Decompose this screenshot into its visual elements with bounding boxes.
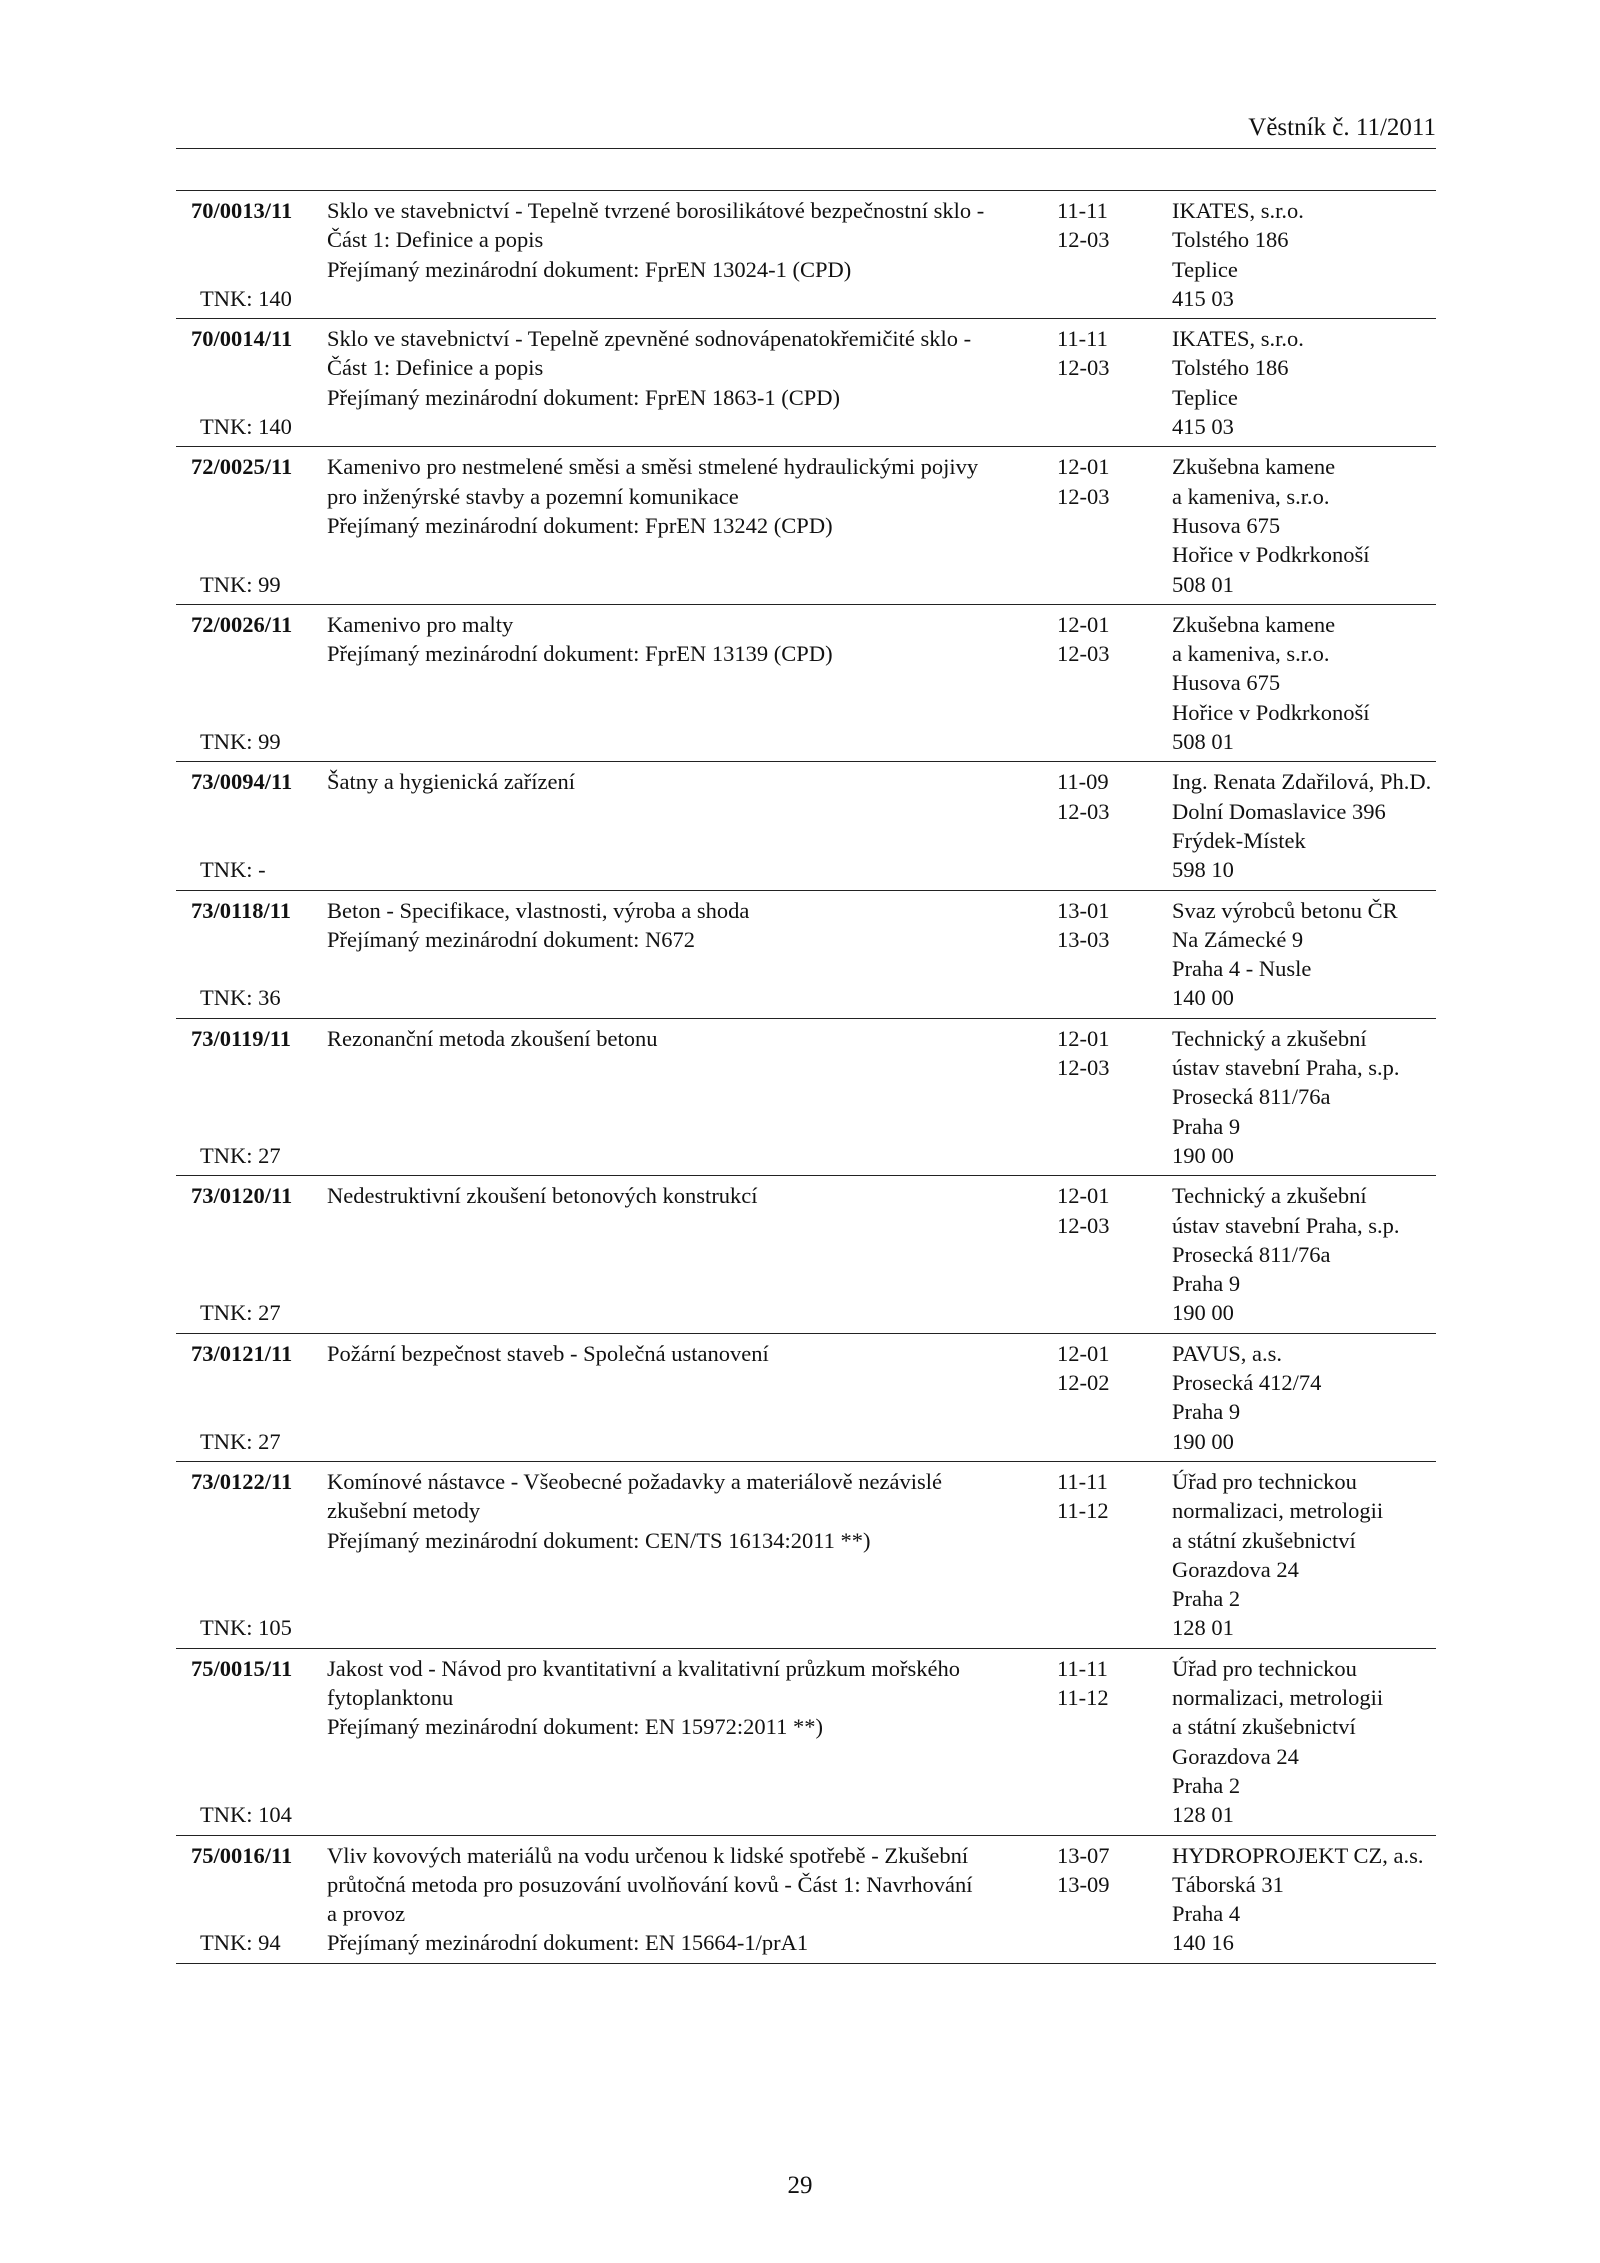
- processor-cell: [1172, 196, 1304, 313]
- table-row: [176, 891, 1436, 1019]
- standard-title-cell: [327, 1024, 887, 1053]
- processor-line: ústav stavební Praha, s.p.: [1172, 1055, 1400, 1081]
- row-id-cell: [176, 1024, 306, 1171]
- processor-line: 140 00: [1172, 985, 1234, 1011]
- standard-code: 75/0016/11: [191, 1842, 293, 1868]
- processor-cell: [1172, 1467, 1383, 1643]
- processor-line: Praha 9: [1172, 1113, 1241, 1139]
- processor-line: normalizaci, metrologii: [1172, 1498, 1384, 1524]
- processor-cell: [1172, 1181, 1399, 1327]
- row-id-cell: [176, 1467, 306, 1643]
- standard-title-cell: [327, 1339, 887, 1368]
- processor-line: 598 10: [1172, 857, 1234, 883]
- processor-line: Gorazdova 24: [1172, 1743, 1299, 1769]
- row-id-cell: [176, 1181, 306, 1328]
- dates-cell: [1057, 324, 1110, 383]
- processor-line: Praha 4: [1172, 1901, 1241, 1927]
- processor-line: a státní zkušebnictví: [1172, 1527, 1356, 1553]
- dates-cell: [1057, 1467, 1109, 1526]
- table-row: [176, 1649, 1436, 1836]
- standard-title-cell: [327, 896, 887, 955]
- date-value: 11-09: [1057, 769, 1109, 795]
- standard-title-cell: [327, 610, 887, 669]
- row-id-cell: [176, 610, 306, 757]
- tnk-label: TNK: 99: [200, 729, 281, 755]
- title-line: pro inženýrské stavby a pozemní komunikace: [327, 483, 739, 509]
- title-line: Část 1: Definice a popis: [327, 227, 544, 253]
- dates-cell: [1057, 1024, 1110, 1083]
- date-value: 12-03: [1057, 483, 1110, 509]
- title-line: Přejímaný mezinárodní dokument: FprEN 1863-1 (CPD): [327, 384, 841, 410]
- standard-title-cell: [327, 1181, 887, 1210]
- processor-line: Ing. Renata Zdařilová, Ph.D.: [1172, 769, 1432, 795]
- date-value: 12-03: [1057, 1212, 1110, 1238]
- standard-title-cell: [327, 196, 985, 284]
- standard-code: 73/0122/11: [191, 1468, 293, 1494]
- dates-cell: [1057, 196, 1110, 255]
- date-value: 12-03: [1057, 227, 1110, 253]
- standard-title-cell: [327, 324, 972, 412]
- processor-line: Na Zámecké 9: [1172, 926, 1304, 952]
- title-line: Přejímaný mezinárodní dokument: EN 15972:2011 **): [327, 1714, 823, 1740]
- date-value: 12-01: [1057, 1183, 1110, 1209]
- title-line: fytoplanktonu: [327, 1685, 454, 1711]
- standard-code: 73/0120/11: [191, 1183, 293, 1209]
- tnk-label: TNK: 27: [200, 1142, 281, 1168]
- processor-cell: [1172, 324, 1304, 441]
- processor-line: Technický a zkušební: [1172, 1183, 1367, 1209]
- row-id-cell: [176, 1339, 306, 1456]
- title-line: Šatny a hygienická zařízení: [327, 769, 576, 795]
- processor-cell: [1172, 1841, 1423, 1958]
- row-id-cell: [176, 324, 306, 441]
- tnk-label: TNK: 104: [200, 1802, 292, 1828]
- tnk-label: TNK: 27: [200, 1428, 281, 1454]
- processor-cell: [1172, 610, 1369, 756]
- page-header: [176, 110, 1436, 149]
- processor-line: PAVUS, a.s.: [1172, 1340, 1283, 1366]
- processor-line: Úřad pro technickou: [1172, 1655, 1357, 1681]
- tnk-label: TNK: 27: [200, 1300, 281, 1326]
- processor-line: Praha 9: [1172, 1271, 1241, 1297]
- processor-line: 190 00: [1172, 1428, 1234, 1454]
- processor-line: 508 01: [1172, 571, 1234, 597]
- page-number: 29: [787, 2172, 813, 2199]
- row-id-cell: [176, 1654, 306, 1830]
- processor-line: Gorazdova 24: [1172, 1556, 1299, 1582]
- table-row: [176, 1462, 1436, 1649]
- tnk-label: TNK: 36: [200, 985, 281, 1011]
- title-line: Beton - Specifikace, vlastnosti, výroba a shoda: [327, 897, 750, 923]
- date-value: 13-03: [1057, 926, 1110, 952]
- dates-cell: [1057, 1181, 1110, 1240]
- tnk-label: TNK: 105: [200, 1615, 292, 1641]
- processor-line: Hořice v Podkrkonoší: [1172, 699, 1370, 725]
- processor-line: Praha 9: [1172, 1399, 1241, 1425]
- standard-title-cell: [327, 1841, 973, 1958]
- standard-code: 73/0094/11: [191, 769, 293, 795]
- title-line: Požární bezpečnost staveb - Společná ustanovení: [327, 1340, 769, 1366]
- standard-code: 70/0013/11: [191, 198, 293, 223]
- dates-cell: [1057, 767, 1110, 826]
- row-id-cell: [176, 896, 306, 1013]
- processor-line: Prosecká 811/76a: [1172, 1084, 1331, 1110]
- date-value: 11-11: [1057, 326, 1108, 352]
- title-line: Jakost vod - Návod pro kvantitativní a kvalitativní průzkum mořského: [327, 1655, 961, 1681]
- date-value: 12-03: [1057, 798, 1110, 824]
- table-row: [176, 1334, 1436, 1462]
- dates-cell: [1057, 1339, 1110, 1398]
- dates-cell: [1057, 896, 1110, 955]
- table-row: [176, 1836, 1436, 1964]
- dates-cell: [1057, 1841, 1110, 1900]
- processor-line: a kameniva, s.r.o.: [1172, 641, 1330, 667]
- title-line: Kamenivo pro malty: [327, 611, 514, 637]
- title-line: Vliv kovových materiálů na vodu určenou k lidské spotřebě - Zkušební: [327, 1842, 969, 1868]
- processor-cell: [1172, 1654, 1383, 1830]
- row-id-cell: [176, 1841, 306, 1958]
- date-value: 11-11: [1057, 1468, 1108, 1494]
- date-value: 12-02: [1057, 1370, 1110, 1396]
- title-line: zkušební metody: [327, 1498, 481, 1524]
- standard-title-cell: [327, 452, 979, 540]
- date-value: 12-03: [1057, 1055, 1110, 1081]
- standard-code: 73/0119/11: [191, 1025, 292, 1051]
- date-value: 12-03: [1057, 355, 1110, 381]
- processor-line: Táborská 31: [1172, 1871, 1284, 1897]
- processor-line: Husova 675: [1172, 670, 1281, 696]
- processor-line: Hořice v Podkrkonoší: [1172, 542, 1370, 568]
- title-line: Kamenivo pro nestmelené směsi a směsi stmelené hydraulickými pojivy: [327, 454, 979, 480]
- date-value: 13-09: [1057, 1871, 1110, 1897]
- dates-cell: [1057, 610, 1110, 669]
- date-value: 12-01: [1057, 1340, 1110, 1366]
- title-line: průtočná metoda pro posuzování uvolňování kovů - Část 1: Navrhování: [327, 1871, 973, 1897]
- date-value: 12-01: [1057, 454, 1110, 480]
- processor-line: a státní zkušebnictví: [1172, 1714, 1356, 1740]
- table-row: [176, 191, 1436, 319]
- tnk-label: TNK: -: [200, 857, 266, 883]
- title-line: Přejímaný mezinárodní dokument: FprEN 13242 (CPD): [327, 512, 833, 538]
- title-line: Komínové nástavce - Všeobecné požadavky a materiálově nezávislé: [327, 1468, 942, 1494]
- processor-line: 140 16: [1172, 1930, 1234, 1956]
- table-row: [176, 762, 1436, 890]
- row-id-cell: [176, 452, 306, 599]
- processor-line: Dolní Domaslavice 396: [1172, 798, 1386, 824]
- tnk-label: TNK: 140: [200, 285, 292, 311]
- standards-table: [176, 190, 1436, 1964]
- table-row: [176, 447, 1436, 605]
- title-line: Přejímaný mezinárodní dokument: N672: [327, 926, 696, 952]
- standard-code: 72/0026/11: [191, 611, 293, 637]
- processor-line: ústav stavební Praha, s.p.: [1172, 1212, 1400, 1238]
- table-row: [176, 605, 1436, 763]
- processor-line: Technický a zkušební: [1172, 1025, 1367, 1051]
- processor-line: 415 03: [1172, 285, 1234, 311]
- processor-line: Praha 2: [1172, 1772, 1241, 1798]
- standard-code: 72/0025/11: [191, 454, 293, 480]
- processor-line: 190 00: [1172, 1142, 1234, 1168]
- processor-line: a kameniva, s.r.o.: [1172, 483, 1330, 509]
- standard-code: 73/0118/11: [191, 897, 292, 923]
- processor-line: Prosecká 811/76a: [1172, 1241, 1331, 1267]
- title-line: Rezonanční metoda zkoušení betonu: [327, 1025, 658, 1051]
- title-line: Nedestruktivní zkoušení betonových konstrukcí: [327, 1183, 758, 1209]
- processor-cell: [1172, 452, 1369, 598]
- processor-line: Svaz výrobců betonu ČR: [1172, 897, 1398, 923]
- title-line: Sklo ve stavebnictví - Tepelně tvrzené borosilikátové bezpečnostní sklo -: [327, 198, 985, 223]
- processor-line: Prosecká 412/74: [1172, 1370, 1322, 1396]
- standard-title-cell: [327, 1654, 961, 1742]
- tnk-label: TNK: 140: [200, 414, 292, 440]
- processor-line: Tolstého 186: [1172, 227, 1289, 253]
- processor-line: Zkušebna kamene: [1172, 454, 1336, 480]
- processor-line: HYDROPROJEKT CZ, a.s.: [1172, 1842, 1424, 1868]
- title-line: Sklo ve stavebnictví - Tepelně zpevněné sodnovápenatokřemičité sklo -: [327, 326, 972, 352]
- tnk-label: TNK: 99: [200, 571, 281, 597]
- processor-line: Praha 4 - Nusle: [1172, 956, 1312, 982]
- date-value: 12-01: [1057, 611, 1110, 637]
- processor-line: Teplice: [1172, 384, 1238, 410]
- processor-line: Husova 675: [1172, 512, 1281, 538]
- processor-line: Tolstého 186: [1172, 355, 1289, 381]
- processor-line: 190 00: [1172, 1300, 1234, 1326]
- row-id-cell: [176, 767, 306, 884]
- header-title: Věstník č. 11/2011: [1248, 114, 1436, 141]
- processor-line: normalizaci, metrologii: [1172, 1685, 1384, 1711]
- standard-title-cell: [327, 767, 887, 796]
- processor-line: IKATES, s.r.o.: [1172, 198, 1304, 223]
- date-value: 11-12: [1057, 1498, 1109, 1524]
- title-line: a provoz: [327, 1901, 406, 1927]
- processor-line: 128 01: [1172, 1615, 1234, 1641]
- processor-line: Úřad pro technickou: [1172, 1468, 1357, 1494]
- processor-cell: [1172, 896, 1398, 1013]
- date-value: 11-12: [1057, 1685, 1109, 1711]
- date-value: 12-01: [1057, 1025, 1110, 1051]
- dates-cell: [1057, 1654, 1109, 1713]
- date-value: 12-03: [1057, 641, 1110, 667]
- row-id-cell: [176, 196, 306, 313]
- processor-cell: [1172, 1339, 1321, 1456]
- processor-line: 415 03: [1172, 414, 1234, 440]
- table-row: [176, 1176, 1436, 1334]
- table-row: [176, 1019, 1436, 1177]
- title-line: Přejímaný mezinárodní dokument: FprEN 13024-1 (CPD): [327, 256, 852, 282]
- title-line: Část 1: Definice a popis: [327, 355, 544, 381]
- standard-code: 70/0014/11: [191, 326, 293, 352]
- processor-line: Teplice: [1172, 256, 1238, 282]
- title-line: Přejímaný mezinárodní dokument: FprEN 13139 (CPD): [327, 641, 833, 667]
- standard-title-cell: [327, 1467, 942, 1555]
- title-line: Přejímaný mezinárodní dokument: CEN/TS 16134:2011 **): [327, 1527, 871, 1553]
- date-value: 11-11: [1057, 1655, 1108, 1681]
- processor-cell: [1172, 1024, 1399, 1170]
- processor-line: Zkušebna kamene: [1172, 611, 1336, 637]
- processor-line: 508 01: [1172, 729, 1234, 755]
- dates-cell: [1057, 452, 1110, 511]
- date-value: 13-07: [1057, 1842, 1110, 1868]
- tnk-label: TNK: 94: [200, 1930, 281, 1956]
- processor-cell: [1172, 767, 1431, 884]
- processor-line: 128 01: [1172, 1802, 1234, 1828]
- date-value: 13-01: [1057, 897, 1110, 923]
- title-line: Přejímaný mezinárodní dokument: EN 15664-1/prA1: [327, 1930, 809, 1956]
- standard-code: 73/0121/11: [191, 1340, 293, 1366]
- date-value: 11-11: [1057, 198, 1108, 223]
- processor-line: Praha 2: [1172, 1586, 1241, 1612]
- processor-line: IKATES, s.r.o.: [1172, 326, 1304, 352]
- standard-code: 75/0015/11: [191, 1655, 293, 1681]
- table-row: [176, 319, 1436, 447]
- processor-line: Frýdek-Místek: [1172, 827, 1306, 853]
